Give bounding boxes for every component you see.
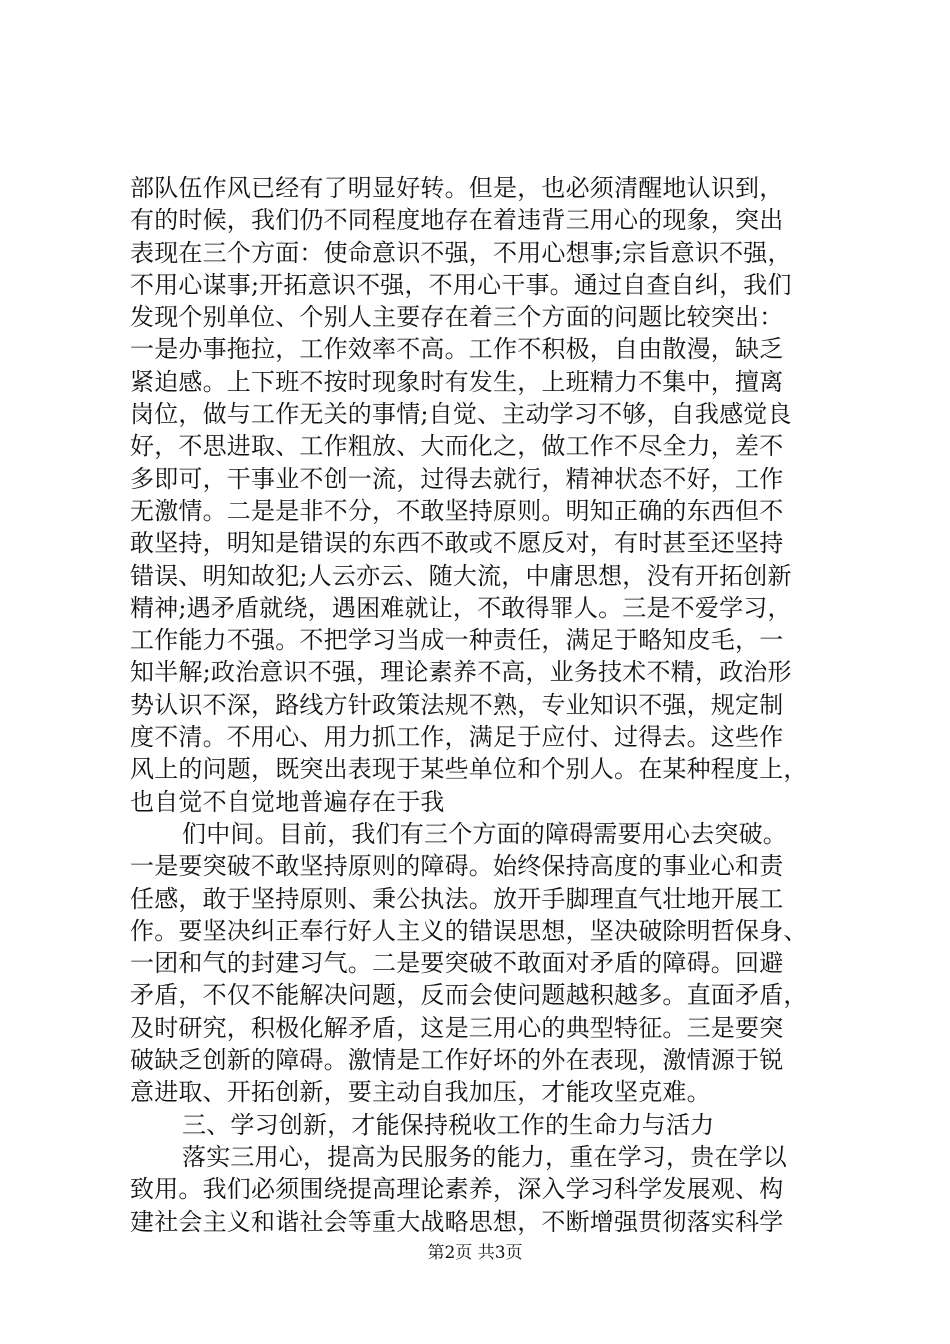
text-line: 紧迫感。上下班不按时现象时有发生，上班精力不集中，擅离 (130, 367, 784, 396)
text-line: 矛盾，不仅不能解决问题，反而会使问题越积越多。直面矛盾， (130, 981, 808, 1010)
text-line: 敢坚持，明知是错误的东西不敢或不愿反对，有时甚至还坚持 (130, 529, 784, 558)
section-heading: 三、学习创新，才能保持税收工作的生命力与活力 (182, 1110, 715, 1139)
text-line: 作。要坚决纠正奉行好人主义的错误思想，坚决破除明哲保身、 (130, 916, 808, 945)
paragraph-start-line: 们中间。目前，我们有三个方面的障碍需要用心去突破。 (182, 819, 787, 848)
text-line: 知半解;政治意识不强，理论素养不高，业务技术不精，政治形 (130, 658, 792, 687)
text-line: 发现个别单位、个别人主要存在着三个方面的问题比较突出： (130, 303, 784, 332)
text-line: 致用。我们必须围绕提高理论素养，深入学习科学发展观、构 (130, 1175, 784, 1204)
text-line: 多即可，干事业不创一流，过得去就行，精神状态不好，工作 (130, 464, 784, 493)
text-line: 不用心谋事;开拓意识不强，不用心干事。通过自查自纠，我们 (130, 270, 792, 299)
text-line: 精神;遇矛盾就绕，遇困难就让，不敢得罪人。三是不爱学习， (130, 593, 792, 622)
text-line: 有的时候，我们仍不同程度地存在着违背三用心的现象，突出 (130, 206, 784, 235)
text-line: 势认识不深，路线方针政策法规不熟，专业知识不强，规定制 (130, 690, 784, 719)
text-line: 岗位，做与工作无关的事情;自觉、主动学习不够，自我感觉良 (130, 400, 792, 429)
text-line: 风上的问题，既突出表现于某些单位和个别人。在某种程度上， (130, 755, 808, 784)
text-line: 一是办事拖拉，工作效率不高。工作不积极，自由散漫，缺乏 (130, 335, 784, 364)
text-line: 部队伍作风已经有了明显好转。但是，也必须清醒地认识到， (130, 174, 784, 202)
text-line: 错误、明知故犯;人云亦云、随大流，中庸思想，没有开拓创新 (130, 561, 792, 590)
body-text (130, 172, 830, 1238)
text-line: 无激情。二是是非不分，不敢坚持原则。明知正确的东西但不 (130, 496, 784, 525)
page-footer: 第2页 共3页 (427, 1243, 523, 1263)
text-line: 破缺乏创新的障碍。激情是工作好坏的外在表现，激情源于锐 (130, 1046, 784, 1075)
text-line: 任感，敢于坚持原则、秉公执法。放开手脚理直气壮地开展工 (130, 884, 784, 913)
text-line: 工作能力不强。不把学习当成一种责任，满足于略知皮毛，一 (130, 626, 784, 655)
text-line: 度不清。不用心、用力抓工作，满足于应付、过得去。这些作 (130, 723, 784, 752)
text-line: 建社会主义和谐社会等重大战略思想，不断增强贯彻落实科学 (130, 1207, 784, 1236)
text-line: 意进取、开拓创新，要主动自我加压，才能攻坚克难。 (130, 1078, 711, 1107)
text-line: 一是要突破不敢坚持原则的障碍。始终保持高度的事业心和责 (130, 852, 784, 881)
text-line: 也自觉不自觉地普遍存在于我 (130, 787, 445, 816)
paragraph-start-line: 落实三用心，提高为民服务的能力，重在学习，贵在学以 (182, 1142, 787, 1171)
text-line: 表现在三个方面：使命意识不强，不用心想事;宗旨意识不强， (130, 238, 792, 267)
text-line: 及时研究，积极化解矛盾，这是三用心的典型特征。三是要突 (130, 1013, 784, 1042)
text-line: 好，不思进取、工作粗放、大而化之，做工作不尽全力，差不 (130, 432, 784, 461)
text-line: 一团和气的封建习气。二是要突破不敢面对矛盾的障碍。回避 (130, 949, 784, 978)
